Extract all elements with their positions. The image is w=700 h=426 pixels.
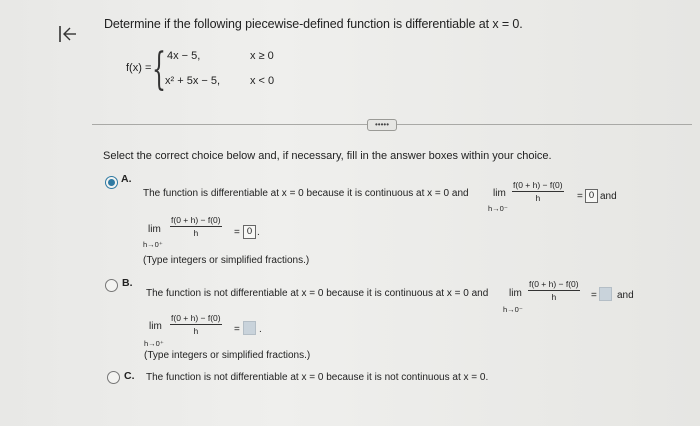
fraction-numerator: f(0 + h) − f(0) — [513, 180, 563, 190]
fraction-denominator: h — [535, 193, 541, 203]
choice-b-left-lim: lim — [509, 288, 522, 299]
choice-b-text: The function is not differentiable at x = 0 because it is continuous at x = 0 and — [146, 288, 489, 299]
choice-a-right-lim-sub: h→0⁺ — [143, 240, 163, 249]
choice-b-radio[interactable] — [105, 279, 118, 292]
back-to-start-icon[interactable] — [58, 24, 78, 44]
choice-b-right-limit-answer-box[interactable] — [243, 321, 256, 335]
choice-a-radio[interactable] — [105, 176, 118, 189]
choice-a-left-fraction — [512, 180, 564, 203]
period: . — [259, 324, 262, 335]
choice-a-right-limit-answer-box[interactable]: 0 — [243, 225, 256, 239]
choice-a-text: The function is differentiable at x = 0 because it is continuous at x = 0 and — [143, 188, 469, 199]
choice-b-left-limit-answer-box[interactable] — [599, 287, 612, 301]
choice-b-right-lim-sub: h→0⁺ — [144, 339, 164, 348]
instruction-text: Select the correct choice below and, if necessary, fill in the answer boxes within your choice. — [103, 150, 552, 162]
choice-a-left-lim: lim — [493, 188, 506, 199]
choice-b-letter: B. — [122, 277, 133, 289]
fraction-denominator: h — [193, 228, 199, 238]
piecewise-brace: { — [152, 44, 166, 95]
choice-b-left-lim-sub: h→0⁻ — [503, 305, 523, 314]
fraction-numerator: f(0 + h) − f(0) — [529, 279, 579, 289]
choice-b-right-fraction — [170, 313, 222, 336]
equals-sign: = — [234, 324, 240, 335]
choice-a-letter: A. — [121, 173, 132, 185]
fraction-numerator: f(0 + h) − f(0) — [171, 215, 221, 225]
fraction-denominator: h — [551, 292, 557, 302]
choice-a-left-lim-sub: h→0⁻ — [488, 204, 508, 213]
piece-2-expression: x² + 5x − 5, — [165, 75, 221, 87]
expand-more-button[interactable]: ••••• — [367, 119, 397, 131]
question-text: Determine if the following piecewise-defined function is differentiable at x = 0. — [104, 17, 523, 31]
equals-sign: = — [234, 227, 240, 238]
choice-a-left-limit-answer-box[interactable]: 0 — [585, 189, 598, 203]
and-text: and — [617, 290, 634, 301]
period: . — [257, 227, 260, 238]
choice-b-right-lim: lim — [149, 321, 162, 332]
choice-a-type-hint: (Type integers or simplified fractions.) — [143, 255, 310, 266]
choice-c-text: The function is not differentiable at x = 0 because it is not continuous at x = 0. — [146, 372, 489, 383]
piece-2-condition: x < 0 — [250, 75, 275, 87]
and-text: and — [600, 191, 617, 202]
piece-1-expression: 4x − 5, — [167, 50, 201, 62]
piece-1-condition: x ≥ 0 — [250, 50, 274, 62]
fraction-numerator: f(0 + h) − f(0) — [171, 313, 221, 323]
choice-b-type-hint: (Type integers or simplified fractions.) — [144, 350, 311, 361]
choice-c-radio[interactable] — [107, 371, 120, 384]
choice-c-letter: C. — [124, 370, 135, 382]
function-label: f(x) = — [126, 62, 152, 74]
choice-b-left-fraction — [528, 279, 580, 302]
fraction-denominator: h — [193, 326, 199, 336]
choice-a-right-lim: lim — [148, 224, 161, 235]
equals-sign: = — [577, 191, 583, 202]
choice-a-right-fraction — [170, 215, 222, 238]
equals-sign: = — [591, 290, 597, 301]
